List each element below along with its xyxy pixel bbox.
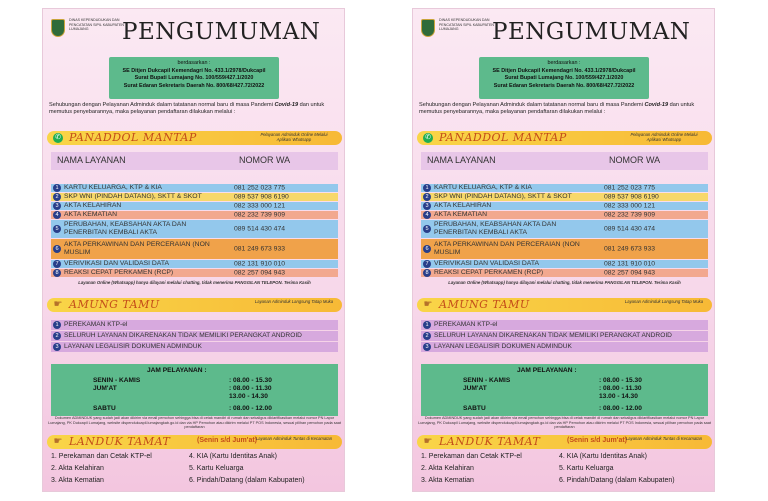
district-service-item: 2. Akta Kelahiran (51, 465, 104, 472)
intro-text: Sehubungan dengan Pelayanan Adminduk dalam tatatanan normal baru di masa Pandemi Covid-19 dan untuk memutus penyebarannya, maka pelayanan pendaftaran dilakukan melalui : (419, 102, 695, 116)
district-service-item: 5. Kartu Keluarga (189, 465, 244, 472)
hours-time: : 08.00 - 15.30 (599, 377, 642, 384)
row-number: 4 (53, 211, 61, 219)
col-service: NAMA LAYANAN (57, 155, 126, 165)
row-number: 3 (53, 202, 61, 210)
service-row[interactable] (421, 211, 708, 219)
delivery-note: Dokumen ADMINDUK yang sudah jadi akan dikirim via email pemohon sehingga bisa di cetak mandiri di rumah dan sekaligus diklarifikasikan melalui nomor PN Lapor Lumajang, PK Dukcapil Lumajang, website dispendukcapil.lumajangkab.go.id dan via HP Pemohon atau dikirim melalui PT POS Indonesia, sesuai pilihan pemohon pada saat pendaftaran (48, 416, 341, 430)
agency-name: DINAS KEPENDUDUKAN DAN PENCATATAN SIPIL KABUPATEN LUMAJANG (69, 18, 124, 31)
walkin-service-label: SELURUH LAYANAN DIKARENAKAN TIDAK MEMILIKI PERANGKAT ANDROID (64, 332, 302, 339)
agency-name: DINAS KEPENDUDUKAN DAN PENCATATAN SIPIL KABUPATEN LUMAJANG (439, 18, 494, 31)
whatsapp-icon: ✆ (53, 133, 63, 143)
whatsapp-number[interactable]: 089 514 430 474 (604, 225, 656, 233)
row-number: 7 (423, 260, 431, 268)
whatsapp-number[interactable]: 089 537 908 6190 (604, 193, 659, 201)
row-number: 8 (423, 269, 431, 277)
row-number: 5 (423, 225, 431, 233)
row-number: 2 (423, 332, 431, 340)
hours-day: SABTU (463, 405, 486, 412)
walkin-service-row (421, 320, 708, 330)
decree-line: Surat Edaran Sekretaris Daerah No. 800/68/427.72/2022 (493, 82, 635, 89)
regency-logo-icon (51, 19, 65, 37)
service-name: AKTA KELAHIRAN (64, 202, 122, 209)
whatsapp-number[interactable]: 082 131 910 010 (234, 260, 286, 268)
service-row[interactable] (421, 193, 708, 201)
row-number: 2 (423, 193, 431, 201)
service-name: REAKSI CEPAT PERKAMEN (RCP) (434, 269, 544, 276)
amung-band (47, 298, 342, 312)
row-number: 1 (53, 321, 61, 329)
hours-title: JAM PELAYANAN : (147, 367, 207, 374)
service-row[interactable] (51, 220, 338, 238)
whatsapp-number[interactable]: 082 257 094 943 (234, 269, 286, 277)
district-service-item: 3. Akta Kematian (51, 477, 104, 484)
district-service-item: 2. Akta Kelahiran (421, 465, 474, 472)
service-name: KARTU KELUARGA, KTP & KIA (64, 184, 162, 191)
decree-lead: berdasarkan : (177, 60, 211, 66)
service-name: AKTA PERKAWINAN DAN PERCERAIAN (NON MUSLIM (434, 241, 580, 256)
walkin-service-label: LAYANAN LEGALISIR DOKUMEN ADMINDUK (434, 343, 572, 350)
pointing-hand-icon: ☛ (423, 299, 433, 310)
whatsapp-number[interactable]: 082 257 094 943 (604, 269, 656, 277)
header (47, 13, 342, 57)
decree-line: Surat Bupati Lumajang No. 100/559/427.1/2020 (134, 75, 254, 81)
district-service-item: 6. Pindah/Datang (dalam Kabupaten) (559, 477, 675, 484)
walkin-service-row (51, 331, 338, 341)
hours-day: SABTU (93, 405, 116, 412)
hours-title: JAM PELAYANAN : (517, 367, 577, 374)
district-service-item: 4. KIA (Kartu Identitas Anak) (189, 453, 277, 460)
landuk-band (47, 435, 342, 449)
service-name: PERUBAHAN, KEABSAHAN AKTA DAN PENERBITAN KEMBALI AKTA (64, 221, 187, 236)
panaddol-subtitle: Pelayanan Adminduk Online Melalui Aplikasi Whatsapp (630, 132, 698, 143)
whatsapp-number[interactable]: 081 252 023 775 (604, 184, 656, 192)
walkin-service-row (421, 342, 708, 352)
row-number: 1 (53, 184, 61, 192)
service-row[interactable] (51, 239, 338, 259)
hours-time: 13.00 - 14.30 (229, 393, 268, 400)
row-number: 8 (53, 269, 61, 277)
walkin-service-label: PEREKAMAN KTP-el (434, 321, 498, 328)
service-name: VERIVIKASI DAN VALIDASI DATA (64, 260, 170, 267)
district-service-item: 6. Pindah/Datang (dalam Kabupaten) (189, 477, 305, 484)
decree-line: Surat Bupati Lumajang No. 100/559/427.1/2020 (504, 75, 624, 81)
whatsapp-number[interactable]: 082 333 000 121 (604, 202, 656, 210)
pointing-hand-icon: ☛ (53, 436, 63, 447)
decree-line: Surat Edaran Sekretaris Daerah No. 800/68/427.72/2022 (123, 82, 265, 89)
whatsapp-number[interactable]: 089 514 430 474 (234, 225, 286, 233)
service-table-header (421, 152, 708, 170)
whatsapp-number[interactable]: 082 131 910 010 (604, 260, 656, 268)
whatsapp-number[interactable]: 082 232 739 909 (234, 211, 286, 219)
service-name: AKTA KEMATIAN (64, 211, 118, 218)
decree-line: SE Ditjen Dukcapil Kemendagri No. 433.1/2978/Dukcapil (122, 67, 266, 74)
panaddol-band (417, 131, 712, 145)
col-service: NAMA LAYANAN (427, 155, 496, 165)
online-note: Layanan Online (Whatsapp) hanya dilayani melalui chatting, tidak menerima PANGGILAN TELEPON. Terima Kasih (448, 280, 681, 285)
service-row[interactable] (421, 202, 708, 210)
landuk-title: LANDUK TAMAT (439, 435, 541, 448)
district-service-item: 3. Akta Kematian (421, 477, 474, 484)
service-name: VERIVIKASI DAN VALIDASI DATA (434, 260, 540, 267)
pointing-hand-icon: ☛ (53, 299, 63, 310)
district-service-item: 5. Kartu Keluarga (559, 465, 614, 472)
col-phone: NOMOR WA (239, 155, 291, 165)
regency-logo-icon (421, 19, 435, 37)
amung-band (417, 298, 712, 312)
header (417, 13, 712, 57)
announcement-poster-left (42, 8, 345, 492)
decree-lead: berdasarkan : (547, 60, 581, 66)
row-number: 4 (423, 211, 431, 219)
hours-time: : 08.00 - 11.30 (229, 385, 272, 392)
walkin-service-row (51, 320, 338, 330)
whatsapp-number[interactable]: 089 537 908 6190 (234, 193, 289, 201)
panaddol-subtitle: Pelayanan Adminduk Online Melalui Aplikasi Whatsapp (260, 132, 328, 143)
service-row[interactable] (51, 211, 338, 219)
service-hours-box (51, 364, 338, 416)
landuk-subtitle: Layanan Adminduk Tuntas di Kecamatan (625, 436, 703, 441)
hours-day: JUM'AT (93, 385, 117, 392)
decree-box (109, 57, 279, 99)
service-name: AKTA KELAHIRAN (434, 202, 492, 209)
service-name: REAKSI CEPAT PERKAMEN (RCP) (64, 269, 174, 276)
service-hours-box (421, 364, 708, 416)
hours-day: SENIN - KAMIS (93, 377, 141, 384)
whatsapp-number[interactable]: 081 249 673 933 (604, 245, 656, 253)
row-number: 5 (53, 225, 61, 233)
landuk-title: LANDUK TAMAT (69, 435, 171, 448)
walkin-service-row (51, 342, 338, 352)
whatsapp-icon: ✆ (423, 133, 433, 143)
row-number: 3 (53, 343, 61, 351)
hours-time: : 08.00 - 15.30 (229, 377, 272, 384)
district-service-item: 1. Perekaman dan Cetak KTP-el (421, 453, 522, 460)
pointing-hand-icon: ☛ (423, 436, 433, 447)
landuk-days: (Senin s/d Jum'at) (567, 437, 628, 444)
service-name: AKTA PERKAWINAN DAN PERCERAIAN (NON MUSLIM (64, 241, 210, 256)
amung-subtitle: Layanan Adminduk Langsung Tatap Muka (624, 299, 704, 304)
service-name: SKP WNI (PINDAH DATANG), SKTT & SKOT (64, 193, 202, 200)
panaddol-band (47, 131, 342, 145)
whatsapp-number[interactable]: 081 249 673 933 (234, 245, 286, 253)
walkin-service-label: SELURUH LAYANAN DIKARENAKAN TIDAK MEMILIKI PERANGKAT ANDROID (434, 332, 672, 339)
landuk-days: (Senin s/d Jum'at) (197, 437, 258, 444)
col-phone: NOMOR WA (609, 155, 661, 165)
row-number: 7 (53, 260, 61, 268)
delivery-note: Dokumen ADMINDUK yang sudah jadi akan dikirim via email pemohon sehingga bisa di cetak mandiri di rumah dan sekaligus diklarifikasikan melalui nomor PN Lapor Lumajang, PK Dukcapil Lumajang, website dispendukcapil.lumajangkab.go.id dan via HP Pemohon atau dikirim melalui PT POS Indonesia, sesuai pilihan pemohon pada saat pendaftaran (418, 416, 711, 430)
service-row[interactable] (51, 184, 338, 192)
panaddol-title: PANADDOL MANTAP (69, 131, 197, 144)
landuk-subtitle: Layanan Adminduk Tuntas di Kecamatan (255, 436, 333, 441)
amung-title: AMUNG TAMU (439, 298, 530, 311)
service-row[interactable] (51, 269, 338, 277)
hours-time: : 08.00 - 12.00 (599, 405, 642, 412)
amung-subtitle: Layanan Adminduk Langsung Tatap Muka (254, 299, 334, 304)
service-row[interactable] (51, 193, 338, 201)
row-number: 3 (423, 202, 431, 210)
row-number: 1 (423, 184, 431, 192)
decree-box (479, 57, 649, 99)
amung-title: AMUNG TAMU (69, 298, 160, 311)
hours-day: JUM'AT (463, 385, 487, 392)
intro-text: Sehubungan dengan Pelayanan Adminduk dalam tatatanan normal baru di masa Pandemi Covid-19 dan untuk memutus penyebarannya, maka pelayanan pendaftaran dilakukan melalui : (49, 102, 325, 116)
service-name: SKP WNI (PINDAH DATANG), SKTT & SKOT (434, 193, 572, 200)
walkin-service-label: PEREKAMAN KTP-el (64, 321, 128, 328)
row-number: 1 (423, 321, 431, 329)
page-title: PENGUMUMAN (492, 19, 691, 45)
service-name: AKTA KEMATIAN (434, 211, 488, 218)
district-service-item: 1. Perekaman dan Cetak KTP-el (51, 453, 152, 460)
service-row[interactable] (421, 184, 708, 192)
walkin-service-row (421, 331, 708, 341)
hours-day: SENIN - KAMIS (463, 377, 511, 384)
panaddol-title: PANADDOL MANTAP (439, 131, 567, 144)
hours-time: : 08.00 - 11.30 (599, 385, 642, 392)
row-number: 2 (53, 193, 61, 201)
row-number: 6 (53, 245, 61, 253)
decree-line: SE Ditjen Dukcapil Kemendagri No. 433.1/2978/Dukcapil (492, 67, 636, 74)
service-name: PERUBAHAN, KEABSAHAN AKTA DAN PENERBITAN KEMBALI AKTA (434, 221, 557, 236)
hours-time: 13.00 - 14.30 (599, 393, 638, 400)
service-row[interactable] (421, 260, 708, 268)
row-number: 6 (423, 245, 431, 253)
service-row[interactable] (421, 220, 708, 238)
service-name: KARTU KELUARGA, KTP & KIA (434, 184, 532, 191)
service-table-header (51, 152, 338, 170)
service-row[interactable] (421, 239, 708, 259)
service-row[interactable] (51, 202, 338, 210)
row-number: 2 (53, 332, 61, 340)
walkin-service-label: LAYANAN LEGALISIR DOKUMEN ADMINDUK (64, 343, 202, 350)
service-row[interactable] (421, 269, 708, 277)
service-row[interactable] (51, 260, 338, 268)
row-number: 3 (423, 343, 431, 351)
hours-time: : 08.00 - 12.00 (229, 405, 272, 412)
landuk-band (417, 435, 712, 449)
announcement-poster-right (412, 8, 715, 492)
whatsapp-number[interactable]: 082 232 739 909 (604, 211, 656, 219)
whatsapp-number[interactable]: 082 333 000 121 (234, 202, 286, 210)
whatsapp-number[interactable]: 081 252 023 775 (234, 184, 286, 192)
district-service-item: 4. KIA (Kartu Identitas Anak) (559, 453, 647, 460)
page-title: PENGUMUMAN (122, 19, 321, 45)
online-note: Layanan Online (Whatsapp) hanya dilayani melalui chatting, tidak menerima PANGGILAN TELEPON. Terima Kasih (78, 280, 311, 285)
